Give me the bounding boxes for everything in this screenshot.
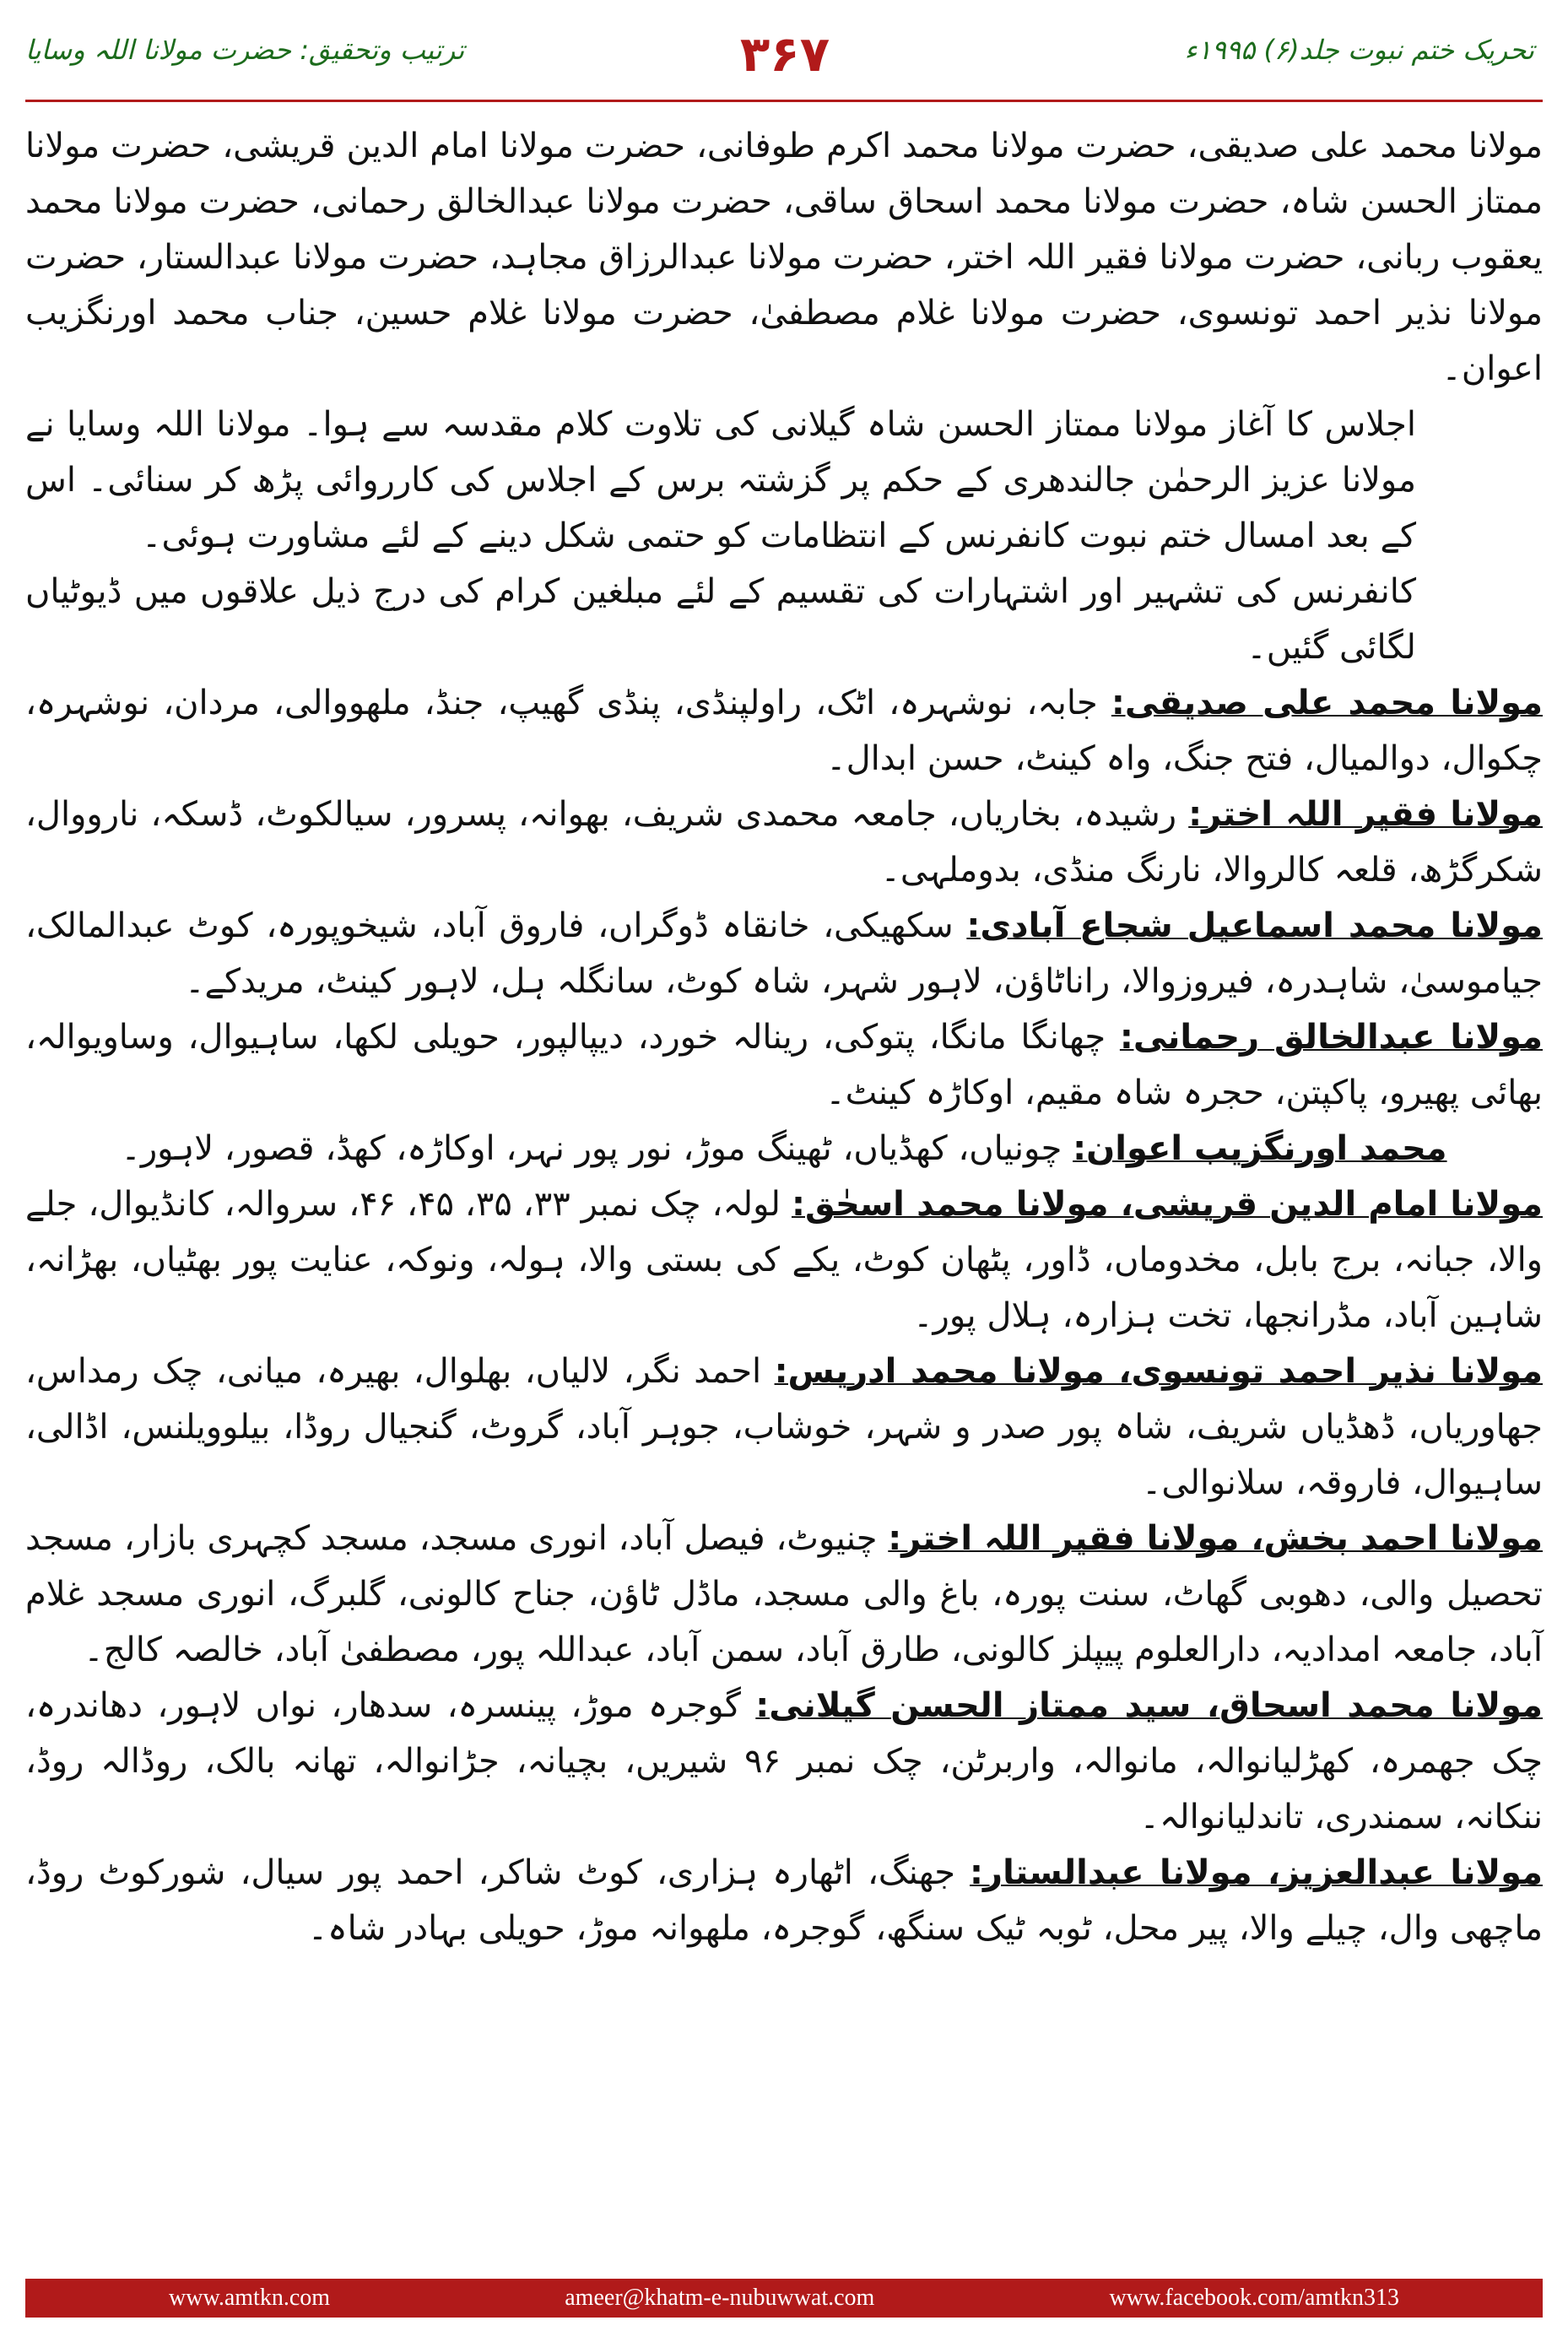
assignee-name: مولانا نذیر احمد تونسوی، مولانا محمد ادریس: bbox=[774, 1352, 1544, 1391]
assignment-item bbox=[25, 898, 1543, 1009]
assignee-name: مولانا محمد اسماعیل شجاع آبادی: bbox=[966, 906, 1543, 945]
header-divider bbox=[25, 100, 1543, 102]
assignee-name: مولانا محمد علی صدیقی: bbox=[1111, 684, 1544, 722]
assignment-item bbox=[25, 1009, 1543, 1121]
attendees-paragraph: مولانا محمد علی صدیقی، حضرت مولانا محمد اکرم طوفانی، حضرت مولانا امام الدین قریشی، حضرت مولانا ممتاز الحسن شاہ، حضرت مولانا محمد اسحاق ساقی، حضرت مولانا عبدالخالق رحمانی، حضرت مولانا محمد یعقوب ربانی، حضرت مولانا فقیر اللہ اختر، حضرت مولانا عبدالرزاق مجاہد، حضرت مولانا عبدالستار، حضرت مولانا نذیر احمد تونسوی، حضرت مولانا غلام مصطفیٰ، حضرت مولانا غلام حسین، جناب محمد اورنگزیب اعوان۔ bbox=[25, 127, 1543, 388]
page-header bbox=[0, 0, 1568, 110]
proceedings-paragraph: اجلاس کا آغاز مولانا ممتاز الحسن شاہ گیلانی کی تلاوت کلام مقدسہ سے ہوا۔ مولانا اللہ وسایا نے مولانا عزیز الرحمٰن جالندھری کے حکم پر گزشتہ برس کے اجلاس کی کارروائی پڑھ کر سنائی۔ اس کے بعد امسال ختم نبوت کانفرنس کے انتظامات کو حتمی شکل دینے کے لئے مشاورت ہوئی۔ bbox=[25, 405, 1416, 555]
assigned-areas: احمد نگر، لالیاں، بھلوال، بھیرہ، میانی، چک رمداس، جھاوریاں، ڈھڈیاں شریف، شاہ پور صدر و شہر، خوشاب، جوہر آباد، گروٹ، گنجیال روڈا، بیلوویلنس، اڈالی، ساہیوال، فاروقہ، سلانوالی۔ bbox=[25, 1352, 1543, 1502]
email-link[interactable]: ameer@khatm-e-nubuwwat.com bbox=[565, 2285, 875, 2311]
assignee-name: مولانا احمد بخش، مولانا فقیر اللہ اختر: bbox=[888, 1519, 1544, 1558]
assigned-areas: چھانگا مانگا، پتوکی، رینالہ خورد، دیپالپور، حویلی لکھا، ساہیوال، وساویوالہ، بھائی پھیرو، پاکپتن، حجرہ شاہ مقیم، اوکاڑہ کینٹ۔ bbox=[25, 1018, 1543, 1112]
duties-intro: کانفرنس کی تشہیر اور اشتہارات کی تقسیم کے لئے مبلغین کرام کی درج ذیل علاقوں میں ڈیوٹیاں لگائی گئیں۔ bbox=[25, 572, 1416, 667]
assignee-name: مولانا محمد اسحاق، سید ممتاز الحسن گیلانی: bbox=[755, 1686, 1544, 1725]
assigned-areas: گوجرہ موڑ، پینسرہ، سدھار، نواں لاہور، دھاندرہ، چک جھمرہ، کھڑلیانوالہ، مانوالہ، واربرٹن، چک نمبر ۹۶ شیریں، بچیانہ، جڑانوالہ، تھانہ بالک، روڈالہ روڈ، ننکانہ، سمندری، تاندلیانوالہ۔ bbox=[25, 1686, 1543, 1836]
page-body bbox=[25, 118, 1543, 2203]
assignment-item bbox=[25, 1678, 1543, 1845]
assignment-item bbox=[25, 1344, 1543, 1511]
assignee-name: مولانا عبدالخالق رحمانی: bbox=[1119, 1018, 1544, 1057]
facebook-link[interactable]: www.facebook.com/amtkn313 bbox=[1109, 2285, 1399, 2311]
assignment-item bbox=[25, 1845, 1543, 1956]
page-number: ۳۶۷ bbox=[739, 25, 830, 83]
assignment-item bbox=[25, 1121, 1543, 1176]
assignee-name: محمد اورنگزیب اعوان: bbox=[1073, 1129, 1447, 1168]
assignee-name: مولانا امام الدین قریشی، مولانا محمد اسحٰق: bbox=[791, 1185, 1544, 1224]
assignee-name: مولانا فقیر اللہ اختر: bbox=[1188, 795, 1544, 834]
compiler-credit: ترتیب وتحقیق: حضرت مولانا اللہ وسایا bbox=[25, 34, 465, 66]
assignee-name: مولانا عبدالعزیز، مولانا عبدالستار: bbox=[970, 1853, 1543, 1892]
assignment-item bbox=[25, 787, 1543, 898]
assigned-areas: جھنگ، اٹھارہ ہزاری، کوٹ شاکر، احمد پور سیال، شورکوٹ روڈ، ماچھی وال، چیلے والا، پیر محل، ٹوبہ ٹیک سنگھ، گوجرہ، ملھوانہ موڑ، حویلی بہادر شاہ۔ bbox=[25, 1853, 1543, 1948]
assigned-areas: سکھیکی، خانقاہ ڈوگراں، فاروق آباد، شیخوپورہ، کوٹ عبدالمالک، جیاموسیٰ، شاہدرہ، فیروزوالا، راناٹاؤن، لاہور شہر، شاہ کوٹ، سانگلہ ہل، لاہور کینٹ، مریدکے۔ bbox=[25, 906, 1543, 1001]
assignment-item bbox=[25, 1511, 1543, 1678]
page-footer bbox=[25, 2279, 1543, 2318]
book-title: تحریک ختم نبوت جلد(۶) ۱۹۹۵ء bbox=[1184, 34, 1534, 66]
assigned-areas: رشیدہ، بخاریاں، جامعہ محمدی شریف، بھوانہ، پسرور، سیالکوٹ، ڈسکہ، نارووال، شکرگڑھ، قلعہ کالروالا، نارنگ منڈی، بدوملہی۔ bbox=[25, 795, 1543, 890]
assigned-areas: چنیوٹ، فیصل آباد، انوری مسجد، مسجد کچہری بازار، مسجد تحصیل والی، دھوبی گھاٹ، سنت پورہ، باغ والی مسجد، ماڈل ٹاؤن، جناح کالونی، گلبرگ، انوری مسجد غلام آباد، جامعہ امدادیہ، دارالعلوم پیپلز کالونی، طارق آباد، سمن آباد، عبداللہ پور، مصطفیٰ آباد، خالصہ کالج۔ bbox=[25, 1519, 1543, 1669]
assigned-areas: چونیاں، کھڈیاں، ٹھینگ موڑ، نور پور نہر، اوکاڑہ، کھڈ، قصور، لاہور۔ bbox=[121, 1129, 1062, 1168]
assigned-areas: لولہ، چک نمبر ۳۳، ۳۵، ۴۵، ۴۶، سروالہ، کانڈیوال، جلے والا، جبانہ، برج بابل، مخدوماں، ڈاور، پٹھان کوٹ، یکے کی بستی والا، ہولہ، ونوکہ، عنایت پور بھٹیاں، بھڑانہ، شاہین آباد، مڈرانجھا، تخت ہزارہ، ہلال پور۔ bbox=[25, 1185, 1543, 1335]
assignment-item bbox=[25, 1176, 1543, 1344]
assignment-item bbox=[25, 675, 1543, 787]
website-link[interactable]: www.amtkn.com bbox=[169, 2285, 331, 2311]
assigned-areas: جابہ، نوشہرہ، اٹک، راولپنڈی، پنڈی گھیپ، جنڈ، ملھووالی، مردان، نوشہرہ، چکوال، دوالمیال، فتح جنگ، واہ کینٹ، حسن ابدال۔ bbox=[25, 684, 1543, 778]
